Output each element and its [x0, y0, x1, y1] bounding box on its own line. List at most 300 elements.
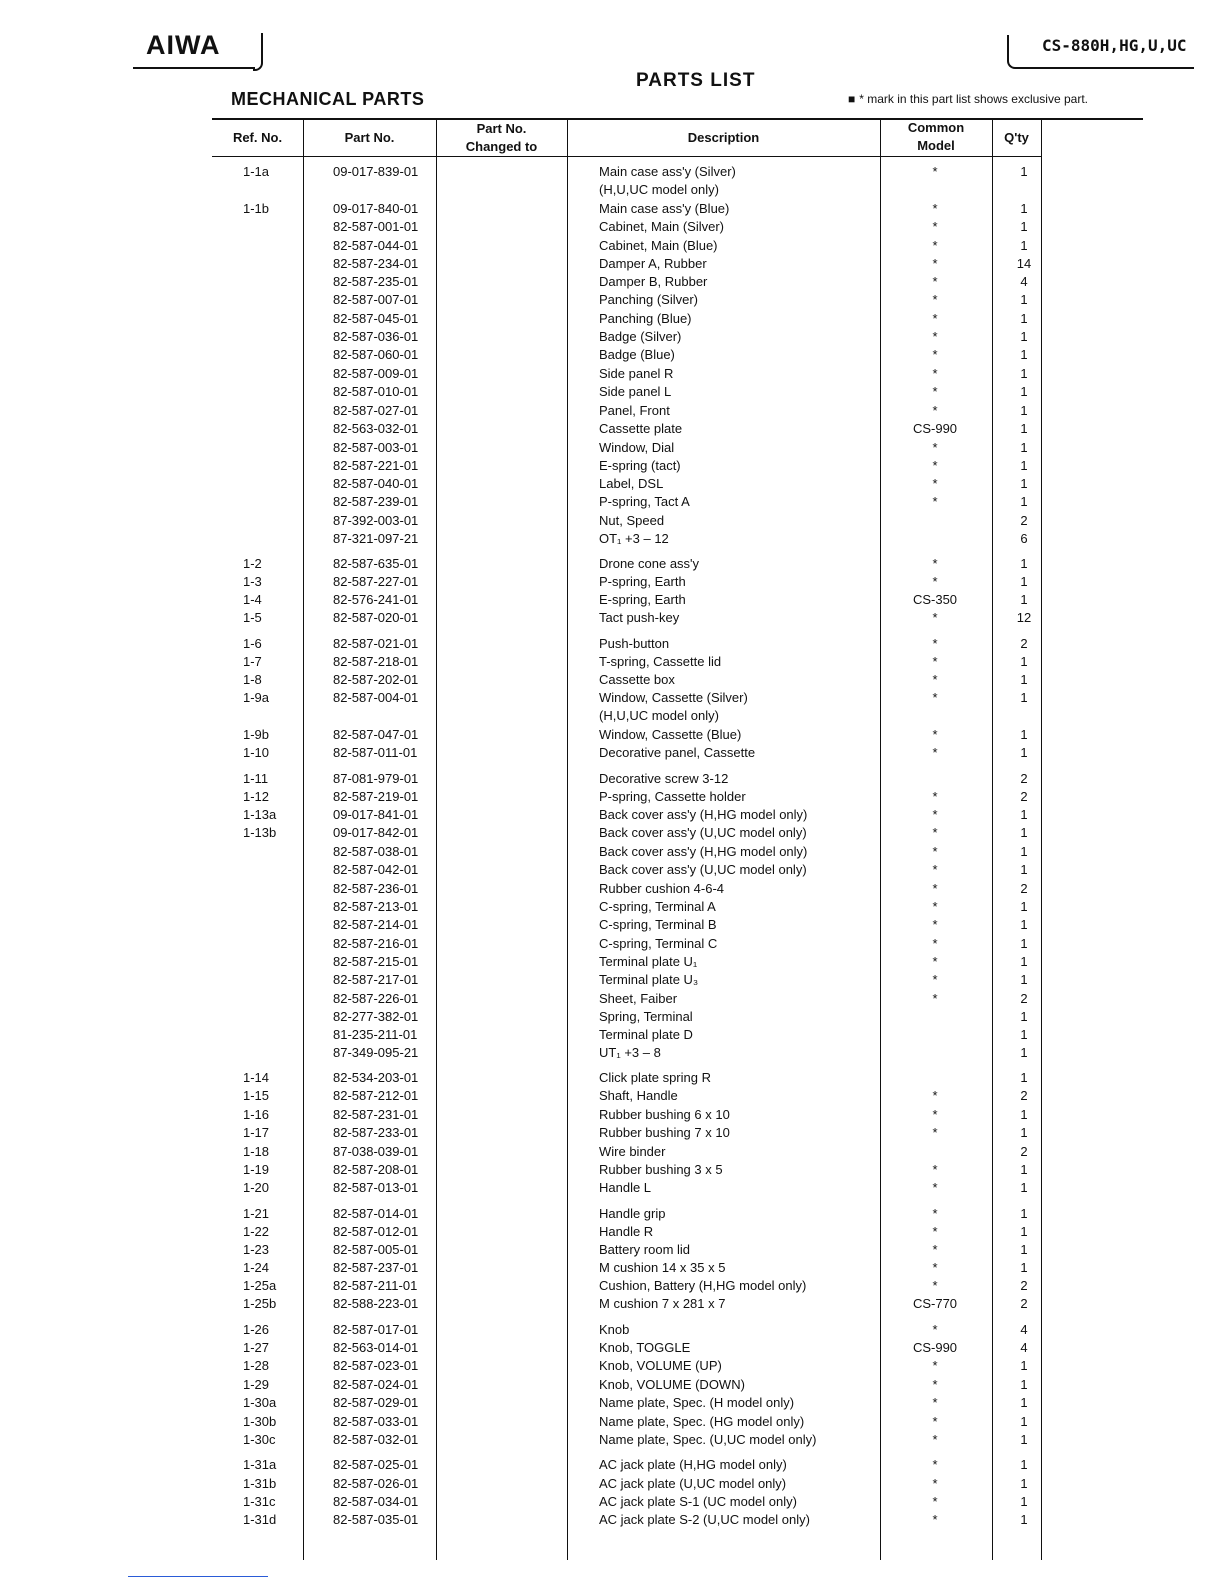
- ref-cell: 1-10: [243, 745, 270, 760]
- part-no-cell: 09-017-839-01: [333, 164, 419, 179]
- ref-cell: 1-29: [243, 1377, 270, 1392]
- table-row: [0, 238, 1225, 256]
- description-cell: Terminal plate U₁: [599, 954, 698, 969]
- qty-cell: 1: [1020, 862, 1028, 877]
- part-no-cell: 82-588-223-01: [333, 1296, 419, 1311]
- common-model-cell: *: [932, 1088, 938, 1103]
- common-model-cell: *: [932, 881, 938, 896]
- table-row: [0, 164, 1225, 182]
- part-no-cell: 87-321-097-21: [333, 531, 419, 546]
- table-row: [0, 1144, 1225, 1162]
- qty-cell: 1: [1020, 1494, 1028, 1509]
- page-title: PARTS LIST: [636, 70, 756, 91]
- qty-cell: 2: [1020, 991, 1028, 1006]
- table-header-rule: [212, 156, 1042, 157]
- part-no-cell: 82-587-215-01: [333, 954, 419, 969]
- brand-hook: [253, 33, 263, 71]
- table-row: [0, 1340, 1225, 1358]
- brand-name: AIWA: [146, 30, 221, 60]
- description-cell: Main case ass'y (Silver): [599, 164, 736, 179]
- common-model-cell: *: [932, 476, 938, 491]
- part-no-cell: 82-587-014-01: [333, 1206, 419, 1221]
- qty-cell: 1: [1020, 201, 1028, 216]
- table-row: [0, 440, 1225, 458]
- ref-cell: 1-22: [243, 1224, 270, 1239]
- qty-cell: 1: [1020, 403, 1028, 418]
- qty-cell: 1: [1020, 1107, 1028, 1122]
- description-cell: Panel, Front: [599, 403, 670, 418]
- common-model-cell: *: [932, 1162, 938, 1177]
- qty-cell: 1: [1020, 347, 1028, 362]
- description-cell: Nut, Speed: [599, 513, 665, 528]
- qty-cell: 1: [1020, 1512, 1028, 1527]
- common-model-cell: CS-990: [912, 1340, 958, 1355]
- part-no-cell: 82-587-208-01: [333, 1162, 419, 1177]
- description-cell: Rubber bushing 6 x 10: [599, 1107, 730, 1122]
- ref-cell: 1-27: [243, 1340, 270, 1355]
- description-cell: Wire binder: [599, 1144, 666, 1159]
- part-no-cell: 82-587-060-01: [333, 347, 419, 362]
- description-cell: P-spring, Tact A: [599, 494, 690, 509]
- common-model-cell: *: [932, 1206, 938, 1221]
- part-no-cell: 82-587-235-01: [333, 274, 419, 289]
- common-model-cell: *: [932, 311, 938, 326]
- qty-cell: 1: [1020, 329, 1028, 344]
- part-no-cell: 82-587-017-01: [333, 1322, 419, 1337]
- qty-cell: 1: [1020, 1432, 1028, 1447]
- description-cell: Spring, Terminal: [599, 1009, 693, 1024]
- qty-cell: 1: [1020, 311, 1028, 326]
- description-cell: Label, DSL: [599, 476, 664, 491]
- common-model-cell: *: [932, 384, 938, 399]
- part-no-cell: 82-587-212-01: [333, 1088, 419, 1103]
- common-model-cell: *: [932, 1358, 938, 1373]
- part-no-cell: 82-587-213-01: [333, 899, 419, 914]
- qty-cell: 1: [1020, 1180, 1028, 1195]
- common-model-cell: *: [932, 292, 938, 307]
- ref-cell: 1-15: [243, 1088, 270, 1103]
- common-model-cell: *: [932, 274, 938, 289]
- table-row: [0, 1296, 1225, 1314]
- part-no-cell: 82-587-216-01: [333, 936, 419, 951]
- common-model-cell: *: [932, 936, 938, 951]
- qty-cell: 12: [1016, 610, 1032, 625]
- description-cell: C-spring, Terminal B: [599, 917, 717, 932]
- common-model-cell: *: [932, 1322, 938, 1337]
- table-row: [0, 954, 1225, 972]
- table-row: [0, 636, 1225, 654]
- part-no-cell: 82-587-218-01: [333, 654, 419, 669]
- description-cell: Knob, VOLUME (UP): [599, 1358, 722, 1373]
- table-row: [0, 201, 1225, 219]
- brand-underline: [133, 67, 255, 69]
- note-bullet: ■: [848, 92, 856, 106]
- common-model-cell: *: [932, 458, 938, 473]
- common-model-cell: *: [932, 1476, 938, 1491]
- table-row: [0, 654, 1225, 672]
- description-cell: Tact push-key: [599, 610, 680, 625]
- table-row: [0, 1395, 1225, 1413]
- header-changed-1: Part No.: [476, 121, 527, 136]
- part-no-cell: 82-587-214-01: [333, 917, 419, 932]
- ref-cell: 1-14: [243, 1070, 270, 1085]
- table-row: [0, 494, 1225, 512]
- ref-cell: 1-24: [243, 1260, 270, 1275]
- table-row: [0, 1180, 1225, 1198]
- common-model-cell: *: [932, 366, 938, 381]
- description-cell: Push-button: [599, 636, 670, 651]
- part-no-cell: 82-587-020-01: [333, 610, 419, 625]
- part-no-cell: 82-587-219-01: [333, 789, 419, 804]
- table-row: [0, 476, 1225, 494]
- description-cell: Side panel L: [599, 384, 672, 399]
- description-cell: Cabinet, Main (Blue): [599, 238, 718, 253]
- part-no-cell: 82-587-217-01: [333, 972, 419, 987]
- qty-cell: 1: [1020, 954, 1028, 969]
- qty-cell: 1: [1020, 899, 1028, 914]
- qty-cell: 1: [1020, 745, 1028, 760]
- header-changed-2: Changed to: [465, 139, 538, 154]
- qty-cell: 1: [1020, 1162, 1028, 1177]
- part-no-cell: 82-587-027-01: [333, 403, 419, 418]
- qty-cell: 1: [1020, 807, 1028, 822]
- table-row: [0, 917, 1225, 935]
- part-no-cell: 82-587-237-01: [333, 1260, 419, 1275]
- description-cell: Panching (Silver): [599, 292, 698, 307]
- qty-cell: 1: [1020, 1358, 1028, 1373]
- description-cell: Rubber cushion 4-6-4: [599, 881, 725, 896]
- ref-cell: 1-31b: [243, 1476, 277, 1491]
- ref-cell: 1-13a: [243, 807, 277, 822]
- qty-cell: 1: [1020, 1457, 1028, 1472]
- description-cell: Cushion, Battery (H,HG model only): [599, 1278, 807, 1293]
- description-cell: Window, Cassette (Silver): [599, 690, 748, 705]
- table-row: [0, 1260, 1225, 1278]
- table-row: [0, 936, 1225, 954]
- description-cell: Sheet, Faiber: [599, 991, 678, 1006]
- header-common-1: Common: [907, 120, 965, 135]
- qty-cell: 6: [1020, 531, 1028, 546]
- part-no-cell: 82-587-234-01: [333, 256, 419, 271]
- part-no-cell: 82-587-045-01: [333, 311, 419, 326]
- common-model-cell: *: [932, 789, 938, 804]
- part-no-cell: 82-587-021-01: [333, 636, 419, 651]
- qty-cell: 1: [1020, 844, 1028, 859]
- qty-cell: 2: [1020, 1088, 1028, 1103]
- qty-cell: 1: [1020, 366, 1028, 381]
- description-cell: Panching (Blue): [599, 311, 692, 326]
- description-cell: Handle L: [599, 1180, 652, 1195]
- ref-cell: 1-28: [243, 1358, 270, 1373]
- description-cell: Back cover ass'y (U,UC model only): [599, 862, 807, 877]
- header-ref: Ref. No.: [232, 130, 283, 145]
- table-row: [0, 1494, 1225, 1512]
- table-row: [0, 1476, 1225, 1494]
- qty-cell: 1: [1020, 476, 1028, 491]
- table-row: [0, 1070, 1225, 1088]
- qty-cell: 1: [1020, 1242, 1028, 1257]
- table-row: [0, 1457, 1225, 1475]
- common-model-cell: *: [932, 862, 938, 877]
- description-cell: Window, Dial: [599, 440, 675, 455]
- qty-cell: 1: [1020, 556, 1028, 571]
- part-no-cell: 82-587-044-01: [333, 238, 419, 253]
- common-model-cell: *: [932, 256, 938, 271]
- part-no-cell: 82-587-227-01: [333, 574, 419, 589]
- common-model-cell: *: [932, 727, 938, 742]
- description-cell: Back cover ass'y (H,HG model only): [599, 807, 808, 822]
- qty-cell: 1: [1020, 972, 1028, 987]
- table-row: [0, 991, 1225, 1009]
- common-model-cell: *: [932, 574, 938, 589]
- common-model-cell: *: [932, 844, 938, 859]
- table-row: [0, 1107, 1225, 1125]
- common-model-cell: *: [932, 991, 938, 1006]
- description-cell: AC jack plate (H,HG model only): [599, 1457, 787, 1472]
- header-description: Description: [687, 130, 760, 145]
- part-no-cell: 82-587-023-01: [333, 1358, 419, 1373]
- common-model-cell: *: [932, 1512, 938, 1527]
- common-model-cell: CS-990: [912, 421, 958, 436]
- ref-cell: 1-31d: [243, 1512, 277, 1527]
- ref-cell: 1-31a: [243, 1457, 277, 1472]
- description-cell: Knob, VOLUME (DOWN): [599, 1377, 745, 1392]
- description-cell: Badge (Silver): [599, 329, 682, 344]
- common-model-cell: *: [932, 164, 938, 179]
- qty-cell: 1: [1020, 164, 1028, 179]
- table-row: [0, 825, 1225, 843]
- part-no-cell: 82-587-233-01: [333, 1125, 419, 1140]
- qty-cell: 1: [1020, 1045, 1028, 1060]
- table-row: [0, 708, 1225, 726]
- ref-cell: 1-17: [243, 1125, 270, 1140]
- table-row: [0, 1242, 1225, 1260]
- common-model-cell: *: [932, 1260, 938, 1275]
- part-no-cell: 82-587-231-01: [333, 1107, 419, 1122]
- table-row: [0, 972, 1225, 990]
- exclusive-note: [848, 92, 1088, 106]
- table-row: [0, 1358, 1225, 1376]
- common-model-cell: *: [932, 1395, 938, 1410]
- part-no-cell: 82-587-004-01: [333, 690, 419, 705]
- description-cell: Cabinet, Main (Silver): [599, 219, 724, 234]
- table-row: [0, 672, 1225, 690]
- ref-cell: 1-9a: [243, 690, 270, 705]
- qty-cell: 1: [1020, 654, 1028, 669]
- header-qty: Q'ty: [1004, 130, 1029, 145]
- part-no-cell: 82-563-032-01: [333, 421, 419, 436]
- table-row: [0, 844, 1225, 862]
- common-model-cell: *: [932, 825, 938, 840]
- description-cell: Terminal plate U₃: [599, 972, 699, 987]
- common-model-cell: *: [932, 403, 938, 418]
- common-model-cell: CS-350: [912, 592, 958, 607]
- ref-cell: 1-19: [243, 1162, 270, 1177]
- ref-cell: 1-21: [243, 1206, 270, 1221]
- common-model-cell: *: [932, 672, 938, 687]
- table-row: [0, 182, 1225, 200]
- ref-cell: 1-30b: [243, 1414, 277, 1429]
- ref-cell: 1-1a: [243, 164, 270, 179]
- part-no-cell: 82-587-040-01: [333, 476, 419, 491]
- qty-cell: 1: [1020, 440, 1028, 455]
- common-model-cell: *: [932, 1278, 938, 1293]
- header-part: Part No.: [344, 130, 395, 145]
- common-model-cell: *: [932, 329, 938, 344]
- table-row: [0, 1027, 1225, 1045]
- qty-cell: 1: [1020, 1476, 1028, 1491]
- table-row: [0, 771, 1225, 789]
- description-cell: Decorative panel, Cassette: [599, 745, 756, 760]
- description-cell: Damper B, Rubber: [599, 274, 708, 289]
- part-no-cell: 82-587-001-01: [333, 219, 419, 234]
- table-row: [0, 881, 1225, 899]
- description-cell: M cushion 7 x 281 x 7: [599, 1296, 726, 1311]
- description-cell: Back cover ass'y (U,UC model only): [599, 825, 807, 840]
- table-row: [0, 219, 1225, 237]
- part-no-cell: 09-017-842-01: [333, 825, 419, 840]
- section-title: MECHANICAL PARTS: [231, 89, 425, 109]
- part-no-cell: 82-587-009-01: [333, 366, 419, 381]
- description-cell: Name plate, Spec. (HG model only): [599, 1414, 805, 1429]
- ref-cell: 1-20: [243, 1180, 270, 1195]
- table-row: [0, 1224, 1225, 1242]
- qty-cell: 1: [1020, 494, 1028, 509]
- common-model-cell: *: [932, 1224, 938, 1239]
- qty-cell: 2: [1020, 1278, 1028, 1293]
- qty-cell: 1: [1020, 458, 1028, 473]
- qty-cell: 1: [1020, 936, 1028, 951]
- description-cell: Main case ass'y (Blue): [599, 201, 730, 216]
- part-no-cell: 82-587-036-01: [333, 329, 419, 344]
- description-cell: AC jack plate (U,UC model only): [599, 1476, 787, 1491]
- ref-cell: 1-30c: [243, 1432, 276, 1447]
- qty-cell: 1: [1020, 1414, 1028, 1429]
- model-code: CS-880H,HG,U,UC: [1042, 36, 1187, 55]
- qty-cell: 2: [1020, 1144, 1028, 1159]
- part-no-cell: 82-587-012-01: [333, 1224, 419, 1239]
- common-model-cell: *: [932, 899, 938, 914]
- qty-cell: 1: [1020, 825, 1028, 840]
- ref-cell: 1-6: [243, 636, 262, 651]
- qty-cell: 1: [1020, 219, 1028, 234]
- table-row: [0, 531, 1225, 549]
- table-row: [0, 574, 1225, 592]
- description-cell: Name plate, Spec. (U,UC model only): [599, 1432, 817, 1447]
- part-no-cell: 82-587-032-01: [333, 1432, 419, 1447]
- description-cell: Click plate spring R: [599, 1070, 711, 1085]
- qty-cell: 1: [1020, 1260, 1028, 1275]
- qty-cell: 1: [1020, 690, 1028, 705]
- part-no-cell: 82-587-013-01: [333, 1180, 419, 1195]
- description-cell: AC jack plate S-1 (UC model only): [599, 1494, 797, 1509]
- ref-cell: 1-30a: [243, 1395, 277, 1410]
- table-row: [0, 329, 1225, 347]
- part-no-cell: 82-277-382-01: [333, 1009, 419, 1024]
- table-row: [0, 513, 1225, 531]
- qty-cell: 2: [1020, 771, 1028, 786]
- ref-cell: 1-12: [243, 789, 270, 804]
- table-row: [0, 727, 1225, 745]
- part-no-cell: 82-587-026-01: [333, 1476, 419, 1491]
- qty-cell: 1: [1020, 1009, 1028, 1024]
- description-cell: Drone cone ass'y: [599, 556, 700, 571]
- description-cell: Rubber bushing 3 x 5: [599, 1162, 723, 1177]
- table-row: [0, 1009, 1225, 1027]
- part-no-cell: 82-563-014-01: [333, 1340, 419, 1355]
- common-model-cell: *: [932, 745, 938, 760]
- table-row: [0, 862, 1225, 880]
- qty-cell: 1: [1020, 727, 1028, 742]
- common-model-cell: *: [932, 1414, 938, 1429]
- qty-cell: 2: [1020, 513, 1028, 528]
- description-cell: Cassette box: [599, 672, 675, 687]
- common-model-cell: *: [932, 636, 938, 651]
- part-no-cell: 82-587-029-01: [333, 1395, 419, 1410]
- part-no-cell: 82-587-007-01: [333, 292, 419, 307]
- ref-cell: 1-9b: [243, 727, 270, 742]
- table-row: [0, 592, 1225, 610]
- qty-cell: 1: [1020, 1377, 1028, 1392]
- qty-cell: 1: [1020, 384, 1028, 399]
- ref-cell: 1-25a: [243, 1278, 277, 1293]
- table-row: [0, 1278, 1225, 1296]
- ref-cell: 1-7: [243, 654, 262, 669]
- common-model-cell: *: [932, 610, 938, 625]
- table-row: [0, 1322, 1225, 1340]
- common-model-cell: *: [932, 1107, 938, 1122]
- table-row: [0, 610, 1225, 628]
- common-model-cell: *: [932, 1457, 938, 1472]
- description-cell: E-spring (tact): [599, 458, 681, 473]
- ref-cell: 1-11: [243, 771, 269, 786]
- common-model-cell: *: [932, 1432, 938, 1447]
- common-model-cell: *: [932, 201, 938, 216]
- part-no-cell: 82-587-038-01: [333, 844, 419, 859]
- description-cell: P-spring, Cassette holder: [599, 789, 746, 804]
- part-no-cell: 82-587-211-01: [333, 1278, 418, 1293]
- qty-cell: 4: [1020, 1340, 1028, 1355]
- qty-cell: 2: [1020, 881, 1028, 896]
- common-model-cell: *: [932, 219, 938, 234]
- ref-cell: 1-2: [243, 556, 262, 571]
- table-row: [0, 690, 1225, 708]
- common-model-cell: *: [932, 1125, 938, 1140]
- part-no-cell: 82-587-034-01: [333, 1494, 419, 1509]
- qty-cell: 1: [1020, 1224, 1028, 1239]
- table-row: [0, 807, 1225, 825]
- description-cell: C-spring, Terminal C: [599, 936, 718, 951]
- ref-cell: 1-16: [243, 1107, 270, 1122]
- common-model-cell: *: [932, 1377, 938, 1392]
- qty-cell: 2: [1020, 636, 1028, 651]
- description-cell: C-spring, Terminal A: [599, 899, 716, 914]
- ref-cell: 1-1b: [243, 201, 270, 216]
- description-cell: Rubber bushing 7 x 10: [599, 1125, 730, 1140]
- common-model-cell: *: [932, 494, 938, 509]
- description-cell: (H,U,UC model only): [599, 708, 719, 723]
- qty-cell: 1: [1020, 672, 1028, 687]
- qty-cell: 1: [1020, 1125, 1028, 1140]
- part-no-cell: 82-587-011-01: [333, 745, 418, 760]
- part-no-cell: 82-587-047-01: [333, 727, 419, 742]
- common-model-cell: *: [932, 1494, 938, 1509]
- table-row: [0, 366, 1225, 384]
- common-model-cell: *: [932, 654, 938, 669]
- table-row: [0, 1045, 1225, 1063]
- qty-cell: 1: [1020, 1027, 1028, 1042]
- qty-cell: 1: [1020, 574, 1028, 589]
